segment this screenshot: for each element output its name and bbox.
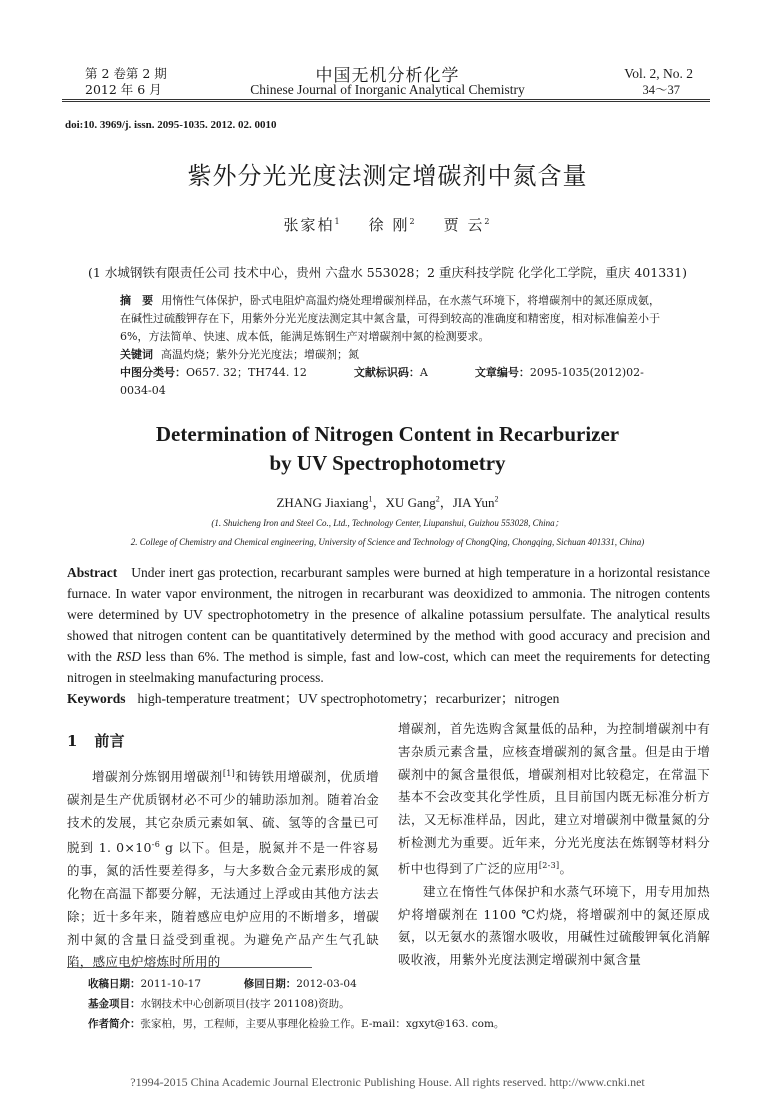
footnote-dates: 收稿日期：2011-10-17 修回日期：2012-03-04: [88, 978, 357, 990]
footnote-fund: 基金项目：水钢技术中心创新项目(技字 201108)资助。: [88, 998, 350, 1010]
header-date-cn: 2012 年 6 月: [85, 82, 162, 97]
affiliation-en-1: (1. Shuicheng Iron and Steel Co., Ltd., Technology Center, Liupanshui, Guizhou 553028, China；: [211, 518, 564, 528]
author-en: XU Gang$^2$，: [385, 494, 453, 510]
affiliation-en-2: 2. College of Chemistry and Chemical engineering, University of Science and Technology of ChongQing, Chongqing, Sichuan 401331, China): [130, 537, 645, 547]
abstract-en-body: Abstract Under inert gas protection, recarburant samples were burned at high temperature in a horizontal resistance furnace. In water vapor environment, the nitrogen in recarburant was deoxidized to ammonia. The nitrogen contents were determined by UV spectrophotometry in the presence of alkaline potassium persulfate. The analytical results showed that nitrogen content can be quantitatively determined by the method with good accuracy and precision and with the RSD less than 6%. The method is simple, fast and low-cost, which can meet the requirements for detecting nitrogen in steelmaking manufacturing process.: [67, 565, 710, 685]
intro-paragraph-1: 增碳剂分炼钢用增碳剂[1]和铸铁用增碳剂，优质增碳剂是生产优质钢材必不可少的辅助添加剂。随着冶金技术的发展，其它杂质元素如氧、硫、氢等的含量已可脱到 1. $0\times 10^{-6}$ g 以下。但是，脱氮并不是一件容易的事，氮的活性要差得多，与大多数合金元素形成的氮化物在高温下都要分解，无法通过上浮或由其他方法去除；近十多年来，随着感应电炉应用的不断增多，增碳剂中氮的含量日益受到重视。为避免产品产生气孔缺陷，感应电炉熔炼时所用的: [67, 768, 379, 970]
abstract-cn-label: 摘 要: [120, 294, 154, 307]
author-cn: 贾 云$^2$: [443, 216, 492, 234]
header-journal-en: Chinese Journal of Inorganic Analytical Chemistry: [250, 82, 525, 97]
abstract-en: [67, 562, 710, 709]
footnote-rule: [67, 967, 312, 968]
affiliation-en: [0, 516, 775, 549]
rsd-term: RSD: [116, 649, 142, 664]
affiliation-cn: (1 水城钢铁有限责任公司 技术中心，贵州 六盘水 553028；2 重庆科技学院 化学化工学院，重庆 401331): [88, 265, 687, 280]
header-volume-cn: 第 2 卷第 2 期: [85, 66, 167, 81]
header-rule-thin: [62, 101, 710, 102]
author-en: ZHANG Jiaxiang$^1$，: [276, 494, 386, 510]
author-cn: 徐 刚$^2$: [368, 216, 417, 234]
intro-paragraph-2: 建立在惰性气体保护和水蒸气环境下，用专用加热炉将增碳剂在 1100 ℃灼烧，将增碳剂中的氮还原成氨，以无氨水的蒸馏水吸收，用碱性过硫酸钾氧化消解吸收液，用紫外光度法测定增碳剂中氮含量: [398, 883, 710, 968]
title-en: [0, 420, 775, 478]
keywords-cn: 关键词 高温灼烧；紫外分光光度法；增碳剂；氮: [120, 348, 359, 361]
doi: doi:10. 3969/j. issn. 2095-1035. 2012. 02. 0010: [65, 119, 277, 131]
header-volume-en: Vol. 2, No. 2: [624, 66, 693, 81]
authors-cn: [0, 214, 775, 235]
abstract-en-label: Abstract: [67, 565, 118, 580]
header-rule: [62, 99, 710, 100]
title-en-line1: Determination of Nitrogen Content in Recarburizer: [155, 422, 620, 446]
author-en: JIA Yun$^2$: [452, 494, 499, 510]
footnotes: [88, 974, 538, 1034]
authors-en: [0, 492, 775, 511]
body-column-right: [398, 718, 710, 972]
title-en-line2: by UV Spectrophotometry: [269, 451, 506, 475]
header-journal-cn: 中国无机分析化学: [315, 66, 460, 86]
intro-paragraph-1-cont: 增碳剂，首先选购含氮量低的品种，为控制增碳剂中有害杂质元素含量，应核查增碳剂的氮含量。但是由于增碳剂中的氮含量很低，增碳剂相对比较稳定，在常温下基本不会改变其化学性质，且目前国内既无标准分析方法，又无标准样品，因此，建立对增碳剂中微量氮的分析检测尤为重要。近年来，分光光度法在炼钢等材料分析中也得到了广泛的应用[2-3]。: [398, 721, 710, 876]
abstract-cn: [120, 292, 660, 400]
footnote-author: 作者简介：张家柏，男，工程师，主要从事理化检验工作。E-mail：xgxyt@163. com。: [88, 1018, 505, 1030]
copyright-footer: ?1994-2015 China Academic Journal Electronic Publishing House. All rights reserved. http://www.cnki.net: [130, 1075, 645, 1089]
section-heading: 1 前言: [67, 732, 125, 750]
classification-line: 中图分类号：O657. 32；TH744. 12 文献标识码：A 文章编号：2095-1035(2012)02-0034-04: [120, 366, 644, 397]
abstract-cn-body: 摘 要 用惰性气体保护，卧式电阻炉高温灼烧处理增碳剂样品，在水蒸气环境下，将增碳剂中的氮还原成氨，在碱性过硫酸钾存在下，用紫外分光光度法测定其中氮含量，可得到较高的准确度和精密度，相对标准偏差小于 6%，方法简单、快速、成本低，能满足炼钢生产对增碳剂中氮的检测要求。: [120, 294, 661, 343]
body-column-left: [67, 710, 379, 974]
keywords-en: Keywords high-temperature treatment；UV spectrophotometry；recarburizer；nitrogen: [67, 691, 560, 706]
header-pages: 34～37: [642, 83, 680, 97]
title-cn: 紫外分光光度法测定增碳剂中氮含量: [187, 162, 588, 190]
author-cn: 张家柏$^1$: [283, 216, 342, 234]
